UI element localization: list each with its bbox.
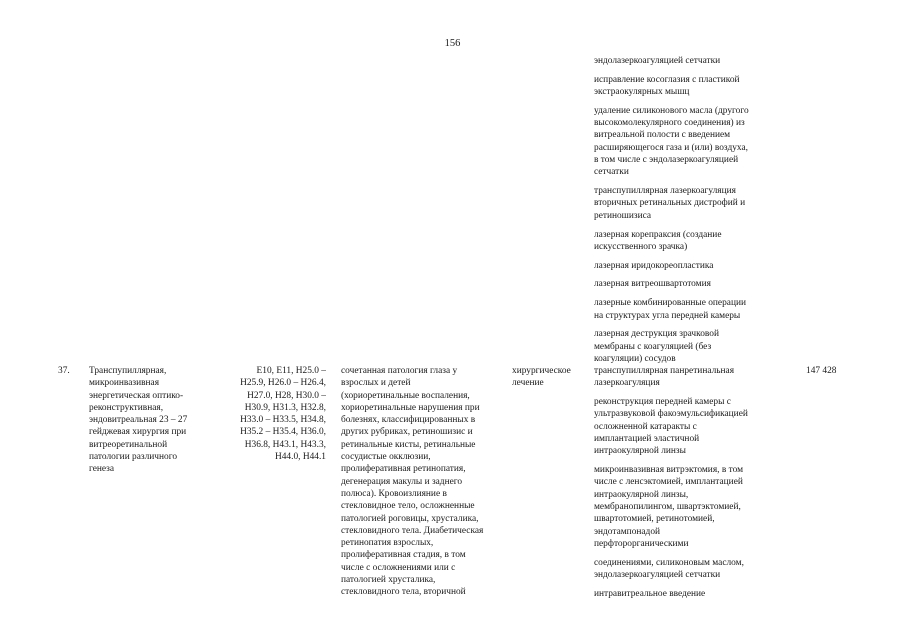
method-item: микроинвазивная витрэктомия, в том числе с ленсэктомией, имплантацией интраокулярной линзы, мембранопилингом, швартэктомией, швартотомией, ретинотомией, эндотампонадой перфторорганическими — [594, 465, 744, 549]
row-number: 37. — [58, 366, 70, 376]
method-item: лазерная иридокореопластика — [594, 260, 714, 271]
method-item: исправление косоглазия с пластикой экстраокулярных мышц — [594, 74, 740, 98]
cost-cell: 147 428 — [806, 366, 837, 376]
patient-model-cell: сочетанная патология глаза у взрослых и детей (хориоретинальные воспаления, хориоретинальные нарушения при болезнях, классифицированных в других рубриках, ретиношизис и ретинальные кисты, ретинальные сосудистые окклюзии, пролиферативная ретинопатия, дегенерация макулы и заднего полюса). Кровоизлияние в стекловидное тело, осложненные патологией роговицы, хрусталика, стекловидного тела. Диабетическая ретинопатия взрослых, пролиферативная стадия, в том числе с осложнениями или с патологией хрусталика, стекловидного тела, вторичной — [341, 366, 484, 598]
method-item: соединениями, силиконовым маслом, эндолазеркоагуляцией сетчатки — [594, 557, 744, 580]
method-item: лазерная корепраксия (создание искусственного зрачка) — [594, 229, 722, 252]
method-item: удаление силиконового масла (другого высокомолекулярного соединения) из витреальной полости с введением расширяющегося газа и (или) воздуха, в том числе с эндолазеркоагуляцией сетчатки — [594, 105, 749, 178]
method-item: транспупиллярная панретинальная лазеркоагуляция — [594, 366, 735, 389]
method-item: реконструкция передней камеры с ультразвуковой факоэмульсификацией осложненной катаракты с имплантацией эластичной интраокулярной линзы — [594, 397, 748, 457]
treatment-type-cell: хирургическое лечение — [512, 366, 571, 389]
method-item: лазерная деструкция зрачковой мембраны с коагуляцией (без коагуляции) сосудов — [594, 329, 719, 364]
method-item: лазерные комбинированные операции на структурах угла передней камеры — [594, 298, 746, 321]
treatment-methods-cell — [594, 365, 790, 607]
method-item: лазерная витреошвартотомия — [594, 279, 711, 290]
method-item: интравитреальное введение — [594, 588, 706, 599]
method-item: эндолазеркоагуляцией сетчатки — [594, 56, 721, 66]
page-number: 156 — [444, 38, 461, 49]
method-item: транспупиллярная лазеркоагуляция вторичных ретинальных дистрофий и ретиношизиса — [594, 186, 746, 221]
treatment-name-cell: Транспупиллярная, микроинвазивная энергетическая оптико- реконструктивная, эндовитреальная 23 – 27 гейджевая хирургия при витреоретинальной патологии различного генеза — [89, 366, 188, 475]
continued-methods-cell — [594, 55, 790, 372]
icd-codes-cell: E10, E11, H25.0 – H25.9, H26.0 – H26.4, H27.0, H28, H30.0 – H30.9, H31.3, H32.8, H33.0 – H33.5, H34.8, H35.2 – H35.4, H36.0, H36.8, H43.1, H43.3, H44.0, H44.1 — [240, 366, 326, 463]
